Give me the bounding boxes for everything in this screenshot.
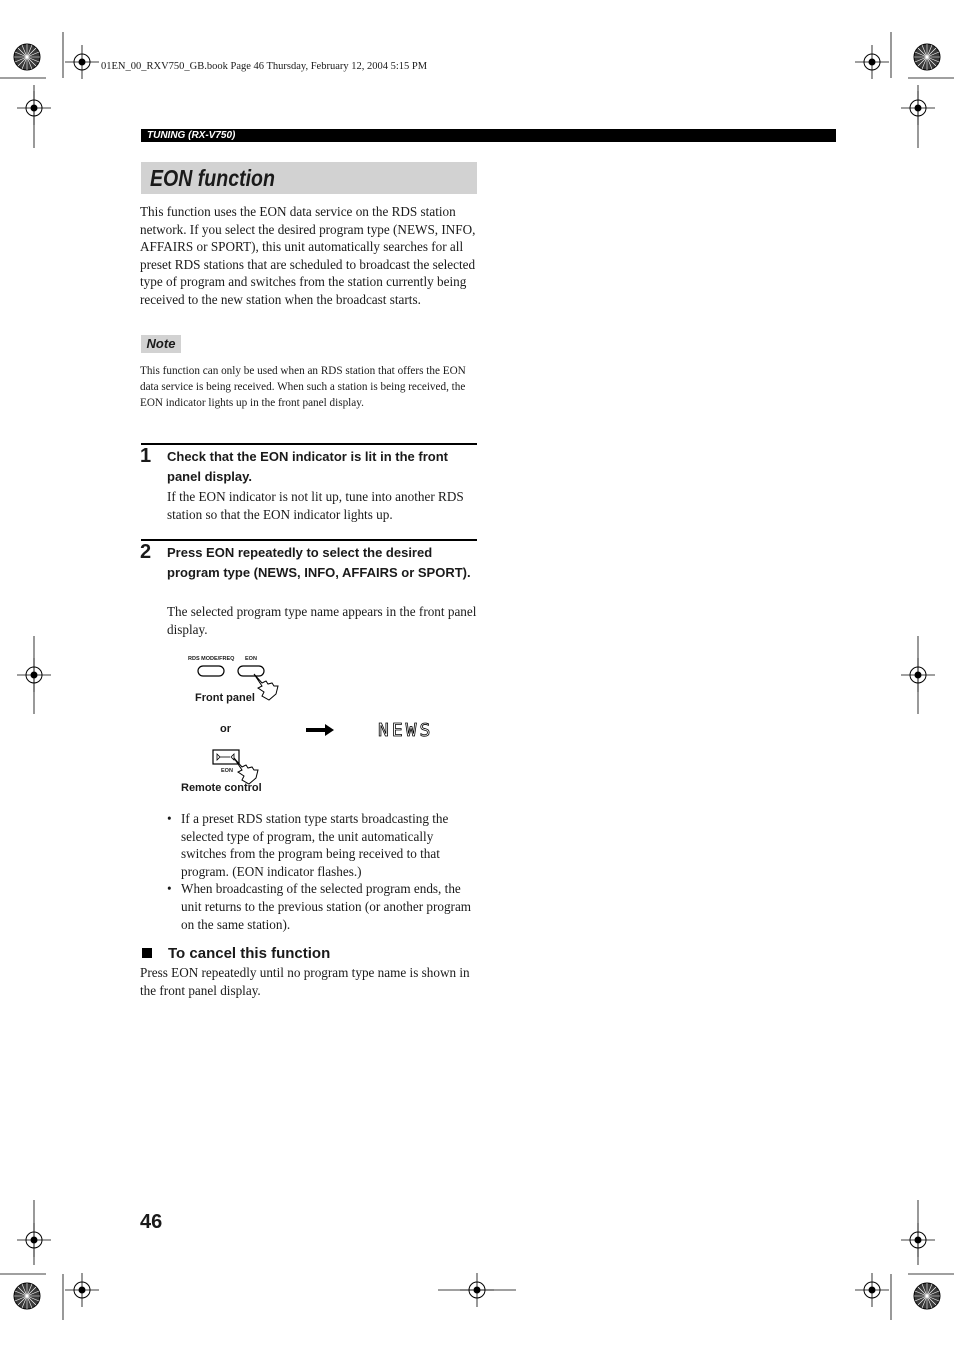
bullet-glyph: • bbox=[167, 811, 172, 826]
front-panel-display-text: NEWS bbox=[378, 720, 434, 741]
pointing-hand-icon bbox=[234, 758, 258, 784]
rds-mode-freq-button bbox=[198, 666, 224, 676]
step-1-rule bbox=[141, 443, 477, 445]
step-1-body: If the EON indicator is not lit up, tune into another RDS station so that the EON indicator lights up. bbox=[167, 489, 464, 522]
front-panel-label: Front panel bbox=[195, 692, 255, 704]
step-2-heading: Press EON repeatedly to select the desired program type (NEWS, INFO, AFFAIRS or SPORT). bbox=[167, 545, 471, 580]
remote-eon-label: EON bbox=[221, 768, 233, 774]
eon-front-button bbox=[238, 666, 264, 676]
step-2-rule bbox=[141, 539, 477, 541]
step-1-number: 1 bbox=[140, 445, 152, 467]
bullet-text: If a preset RDS station type starts broadcasting the selected type of program, the unit automatically switches from the program being received to that program. (EON indicator flashes.) bbox=[181, 811, 449, 879]
star-target-mark bbox=[914, 44, 940, 70]
cancel-heading-text: To cancel this function bbox=[168, 945, 331, 962]
bullet-glyph: • bbox=[167, 881, 172, 897]
step-2-number: 2 bbox=[140, 541, 152, 563]
step-2-body: The selected program type name appears in the front panel display. bbox=[167, 604, 477, 637]
list-item bbox=[167, 880, 479, 933]
page-number: 46 bbox=[140, 1211, 163, 1233]
pointing-hand-icon bbox=[254, 674, 278, 700]
note-label: Note bbox=[141, 335, 181, 353]
cancel-heading bbox=[141, 944, 330, 964]
page-title: EON function bbox=[150, 165, 275, 191]
intro-paragraph: This function uses the EON data service on the RDS station network. If you select the desired program type (NEWS, INFO, AFFAIRS or SPORT), this unit automatically searches for all preset RDS stations that are scheduled to broadcast the selected type of program and switches from the station currently being received to the new station when the broadcast starts. bbox=[140, 204, 476, 307]
bullet-text: When broadcasting of the selected program ends, the unit returns to the previous station (or another program on the same station). bbox=[181, 881, 472, 932]
title-box bbox=[141, 162, 477, 194]
print-header: 01EN_00_RXV750_GB.book Page 46 Thursday, February 12, 2004 5:15 PM bbox=[101, 61, 428, 72]
bullet-list bbox=[167, 810, 479, 933]
star-target-mark bbox=[14, 1283, 40, 1309]
section-bar-label: TUNING (RX-V750) bbox=[147, 130, 236, 141]
section-bar bbox=[141, 129, 836, 142]
arrow-right-icon bbox=[306, 724, 334, 736]
square-bullet-icon bbox=[142, 948, 152, 958]
or-label: or bbox=[220, 723, 231, 735]
note-text: This function can only be used when an RDS station that offers the EON data service is being received. When such a station is being received, the EON indicator lights up in the front panel display. bbox=[140, 365, 466, 410]
cancel-text: Press EON repeatedly until no program type name is shown in the front panel display. bbox=[140, 965, 470, 998]
rds-mode-freq-label: RDS MODE/FREQ bbox=[188, 656, 235, 662]
eon-diagram bbox=[180, 650, 460, 800]
list-item bbox=[167, 810, 479, 880]
remote-control-label: Remote control bbox=[181, 782, 262, 794]
star-target-mark bbox=[14, 44, 40, 70]
eon-button-label: EON bbox=[245, 656, 257, 662]
star-target-mark bbox=[914, 1283, 940, 1309]
step-1-heading: Check that the EON indicator is lit in the front panel display. bbox=[167, 449, 448, 484]
